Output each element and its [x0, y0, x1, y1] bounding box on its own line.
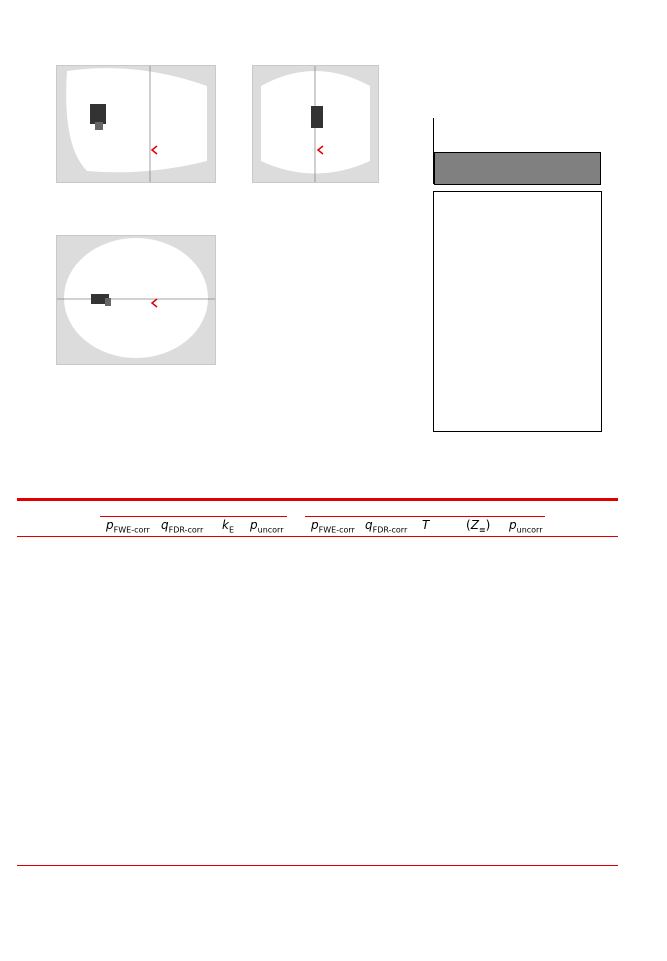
col-z: $(Z_\equiv)$: [466, 518, 491, 535]
col-ke: $k_E$: [222, 518, 235, 535]
col-cluster-pfwe: $p_{FWE-corr}$: [106, 518, 150, 535]
col-peak-punc: $p_{uncorr}$: [509, 518, 543, 535]
col-cluster-punc: $p_{uncorr}$: [250, 518, 284, 535]
statistics-top-rule: [17, 498, 618, 501]
footer-rule: [17, 865, 618, 866]
design-matrix[interactable]: [433, 191, 602, 432]
mip-axial-graphic: [57, 236, 215, 364]
peak-level-rule: [305, 516, 545, 517]
col-peak-qfdr: $q_{FDR-corr}$: [365, 518, 408, 535]
mip-sagittal[interactable]: [56, 65, 216, 183]
cluster-level-rule: [100, 516, 287, 517]
mip-axial[interactable]: [56, 235, 216, 365]
col-t: T: [422, 518, 430, 532]
contrast-bar[interactable]: [434, 152, 601, 185]
mip-coronal-graphic: [253, 66, 378, 182]
statistics-heading: [17, 482, 22, 498]
col-cluster-qfdr: $q_{FDR-corr}$: [161, 518, 204, 535]
mip-coronal[interactable]: [252, 65, 379, 183]
col-peak-pfwe: $p_{FWE-corr}$: [311, 518, 355, 535]
header-bottom-rule: [17, 536, 618, 537]
mip-sagittal-graphic: [57, 66, 215, 182]
